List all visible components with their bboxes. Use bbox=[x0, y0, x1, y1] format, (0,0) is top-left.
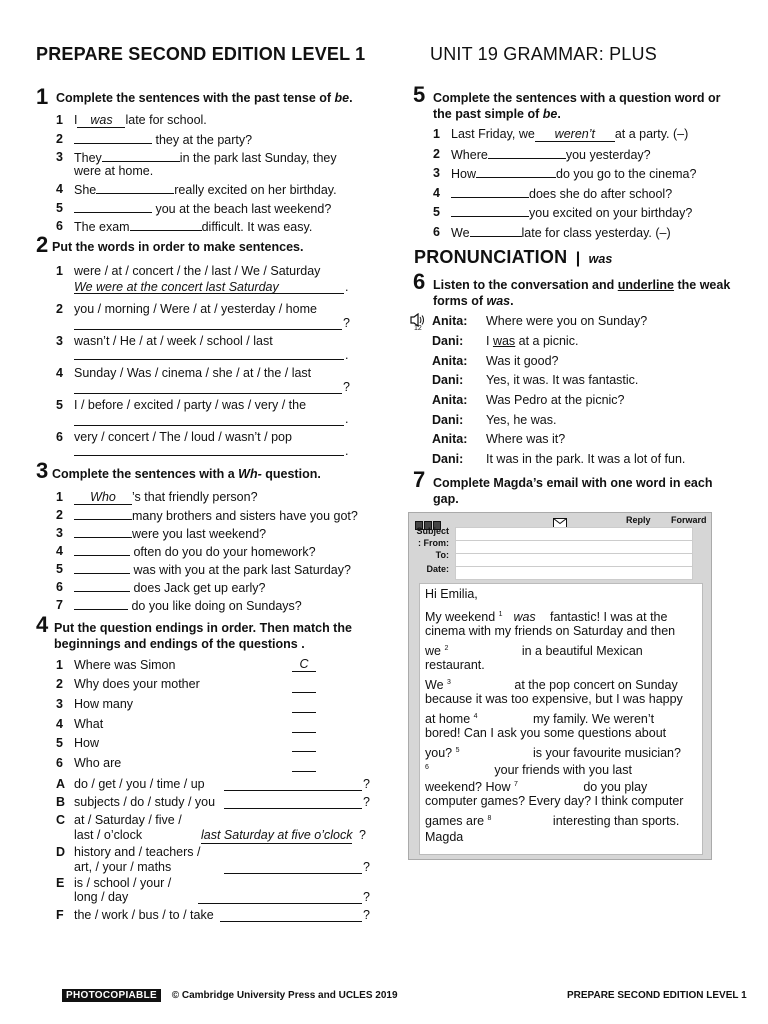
dialogue-line: Anita: Where were you on Sunday? bbox=[432, 314, 648, 328]
forward-button[interactable]: Forward bbox=[671, 515, 707, 525]
match-answer[interactable] bbox=[292, 700, 316, 713]
list-item: 1 I was late for school. bbox=[56, 113, 207, 127]
answer-line[interactable] bbox=[224, 790, 362, 791]
dialogue-line: Dani: Yes, it was. It was fantastic. bbox=[432, 373, 639, 387]
answer-line[interactable] bbox=[74, 455, 344, 456]
answer-line[interactable] bbox=[224, 873, 362, 874]
email-line: We $^3$ at the pop concert on Sunday bbox=[425, 678, 678, 693]
dialogue-line: Anita: Was it good? bbox=[432, 354, 559, 368]
answer-line[interactable] bbox=[220, 921, 362, 922]
list-item: 3 wasn’t / He / at / week / school / last . bbox=[56, 334, 349, 362]
dialogue-line: Dani: I was at a picnic. bbox=[432, 334, 579, 348]
exercise-number: 6 bbox=[413, 269, 426, 294]
page-title-right: UNIT 19 GRAMMAR: PLUS bbox=[430, 44, 657, 64]
list-item: 3 How do you go to the cinema? bbox=[433, 166, 697, 181]
dialogue-line: Dani: Yes, he was. bbox=[432, 413, 557, 427]
list-item: 7 do you like doing on Sundays? bbox=[56, 598, 302, 613]
list-item: A do / get / you / time / up ? bbox=[56, 777, 370, 791]
exercise-instruction: Complete the sentences with the past tense of be. bbox=[56, 91, 353, 105]
email-line: $^6$ your friends with you last bbox=[425, 763, 632, 778]
answer-line[interactable] bbox=[74, 393, 342, 394]
email-line: you? $^5$ is your favourite musician? bbox=[425, 746, 681, 761]
answer-blank[interactable] bbox=[74, 543, 130, 556]
answer-blank[interactable] bbox=[74, 561, 130, 574]
match-answer[interactable] bbox=[292, 680, 316, 693]
exercise-instruction: Listen to the conversation and underline the weak bbox=[433, 278, 731, 292]
match-answer[interactable]: C bbox=[292, 657, 316, 672]
email-body bbox=[419, 583, 703, 855]
answer-blank[interactable] bbox=[74, 507, 132, 520]
email-line: computer games? Every day? I think computer bbox=[425, 794, 684, 808]
answer-blank[interactable] bbox=[74, 131, 152, 144]
list-item: D history and / teachers / art, / your / maths ? bbox=[56, 845, 370, 874]
exercise-instruction: Complete the sentences with a question word or bbox=[433, 91, 721, 105]
email-signature: Magda bbox=[425, 830, 464, 844]
list-item: 5 How bbox=[56, 735, 356, 751]
list-item: 5 I / before / excited / party / was / very / the . bbox=[56, 398, 349, 426]
list-item: 6 very / concert / The / loud / wasn’t / pop . bbox=[56, 430, 349, 458]
answer-blank[interactable] bbox=[74, 579, 130, 592]
answer-blank[interactable] bbox=[102, 149, 180, 162]
answer-line[interactable] bbox=[198, 903, 362, 904]
list-item: 2 you / morning / Were / at / yesterday / home ? bbox=[56, 302, 350, 330]
email-header bbox=[409, 513, 711, 579]
answer-line[interactable] bbox=[224, 808, 362, 809]
answer-blank[interactable] bbox=[130, 218, 202, 231]
photocopiable-badge: PHOTOCOPIABLE bbox=[62, 989, 161, 1002]
answer-line[interactable]: We were at the concert last Saturday bbox=[74, 280, 279, 294]
subject-field[interactable] bbox=[455, 527, 693, 541]
exercise-instruction: Complete the sentences with a Wh- question. bbox=[52, 467, 321, 481]
exercise-instruction-2: gap. bbox=[433, 492, 459, 506]
exercise-number: 3 bbox=[36, 458, 49, 483]
email-line: bored! Can I ask you some questions about bbox=[425, 726, 667, 740]
email-line: My weekend $^1$ was fantastic! I was at the bbox=[425, 610, 668, 625]
list-item: 5 you excited on your birthday? bbox=[433, 205, 693, 220]
answer-blank[interactable] bbox=[451, 185, 529, 198]
list-item: 6 does Jack get up early? bbox=[56, 580, 266, 595]
email-line: restaurant. bbox=[425, 658, 485, 672]
to-field[interactable] bbox=[455, 553, 693, 567]
date-field[interactable] bbox=[455, 566, 693, 580]
page-title-left: PREPARE SECOND EDITION LEVEL 1 bbox=[36, 44, 366, 64]
answer-line[interactable]: last Saturday at five o’clock bbox=[201, 828, 353, 842]
exercise-instruction: Put the words in order to make sentences. bbox=[52, 240, 304, 254]
answer-blank[interactable] bbox=[451, 204, 529, 217]
answer-blank[interactable] bbox=[488, 146, 566, 159]
exercise-instruction-2: beginnings and endings of the questions . bbox=[54, 637, 305, 651]
match-answer[interactable] bbox=[292, 720, 316, 733]
list-item: 5 was with you at the park last Saturday? bbox=[56, 562, 351, 577]
email-line: we $^2$ in a beautiful Mexican bbox=[425, 644, 643, 659]
list-item: 6 Who are bbox=[56, 755, 356, 771]
list-item: 2 Where you yesterday? bbox=[433, 147, 651, 162]
dialogue-line: Dani: It was in the park. It was a lot of fun. bbox=[432, 452, 686, 466]
match-answer[interactable] bbox=[292, 739, 316, 752]
exercise-instruction: Complete Magda’s email with one word in each bbox=[433, 476, 713, 490]
exercise-number: 5 bbox=[413, 82, 426, 107]
answer-blank[interactable] bbox=[476, 165, 556, 178]
window-controls-icon bbox=[415, 517, 441, 526]
email-line: weekend? How $^7$ do you play bbox=[425, 780, 648, 795]
answer-blank[interactable]: weren’t bbox=[535, 127, 615, 142]
answer-underline bbox=[74, 293, 344, 294]
answer-line[interactable] bbox=[74, 359, 344, 360]
list-item: 3 They in the park last Sunday, they were at home. bbox=[56, 150, 337, 178]
subject-label: Subject bbox=[416, 526, 449, 536]
list-item: 2 Why does your mother bbox=[56, 676, 356, 692]
answer-line[interactable] bbox=[74, 329, 342, 330]
answer-blank[interactable]: was bbox=[77, 113, 125, 128]
to-label: To: bbox=[435, 550, 449, 560]
date-label: Date: bbox=[426, 564, 449, 574]
list-item: 1 Last Friday, we weren’t at a party. (–) bbox=[433, 127, 689, 141]
exercise-number: 7 bbox=[413, 467, 426, 492]
exercise-instruction-2: the past simple of be. bbox=[433, 107, 561, 121]
exercise-number: 1 bbox=[36, 84, 49, 109]
email-greeting: Hi Emilia, bbox=[425, 587, 478, 601]
list-item: 1 Where was Simon C bbox=[56, 657, 356, 673]
list-item: 2 many brothers and sisters have you got? bbox=[56, 508, 358, 523]
email-line: cinema with my friends on Saturday and then bbox=[425, 624, 676, 638]
list-item: B subjects / do / study / you ? bbox=[56, 795, 370, 809]
email-line: games are $^8$ interesting than sports. bbox=[425, 814, 680, 829]
list-item: 4 What bbox=[56, 716, 356, 732]
email-gap[interactable]: was bbox=[513, 610, 536, 625]
list-item: 5 you at the beach last weekend? bbox=[56, 201, 332, 216]
list-item: 4 She really excited on her birthday. bbox=[56, 182, 337, 197]
list-item: C at / Saturday / five / last / o’clock last Saturday at five o’clock ? bbox=[56, 813, 366, 842]
list-item: 6 We late for class yesterday. (–) bbox=[433, 225, 671, 240]
list-item: 4 Sunday / Was / cinema / she / at / the / last ? bbox=[56, 366, 350, 394]
answer-line[interactable] bbox=[74, 425, 344, 426]
exercise-number: 4 bbox=[36, 612, 49, 637]
footer-right: PREPARE SECOND EDITION LEVEL 1 bbox=[567, 990, 747, 1001]
footer-left bbox=[62, 990, 398, 1001]
dialogue-line: Anita: Where was it? bbox=[432, 432, 566, 446]
answer-blank[interactable] bbox=[74, 200, 152, 213]
section-heading-pronunciation: PRONUNCIATION | was bbox=[414, 247, 613, 267]
copyright-text: © Cambridge University Press and UCLES 2019 bbox=[171, 990, 398, 1001]
exercise-instruction: Put the question endings in order. Then match the bbox=[54, 621, 352, 635]
match-answer[interactable] bbox=[292, 759, 316, 772]
audio-speaker-icon[interactable] bbox=[410, 313, 428, 333]
list-item: 4 does she do after school? bbox=[433, 186, 673, 201]
reply-button[interactable]: Reply bbox=[626, 515, 651, 525]
list-item: F the / work / bus / to / take ? bbox=[56, 908, 370, 922]
list-item: 3 How many bbox=[56, 696, 356, 712]
email-line: because it was too expensive, but I was happy bbox=[425, 692, 683, 706]
from-field[interactable] bbox=[455, 540, 693, 554]
dialogue-line: Anita: Was Pedro at the picnic? bbox=[432, 393, 625, 407]
track-number: 12 bbox=[414, 325, 422, 332]
list-item: 4 often do you do your homework? bbox=[56, 544, 316, 559]
answer-blank[interactable] bbox=[74, 597, 128, 610]
answer-blank[interactable] bbox=[96, 181, 174, 194]
list-item: 2 they at the party? bbox=[56, 132, 253, 147]
list-item: 6 The exam difficult. It was easy. bbox=[56, 219, 313, 234]
exercise-number: 2 bbox=[36, 232, 49, 257]
email-window bbox=[408, 512, 712, 860]
from-label: : From: bbox=[418, 538, 449, 548]
answer-blank[interactable]: Who bbox=[74, 490, 132, 505]
envelope-icon[interactable] bbox=[553, 515, 567, 525]
email-line: at home $^4$ my family. We weren’t bbox=[425, 712, 655, 727]
answer-blank[interactable] bbox=[74, 525, 132, 538]
answer-blank[interactable] bbox=[470, 224, 522, 237]
list-item: 1 Who ’s that friendly person? bbox=[56, 490, 258, 504]
list-item: 1 were / at / concert / the / last / We / Saturday We were at the concert last Saturday . bbox=[56, 264, 349, 294]
list-item: E is / school / your / long / day ? bbox=[56, 876, 370, 904]
list-item: 3 were you last weekend? bbox=[56, 526, 267, 541]
exercise-instruction-2: forms of was. bbox=[433, 294, 514, 308]
